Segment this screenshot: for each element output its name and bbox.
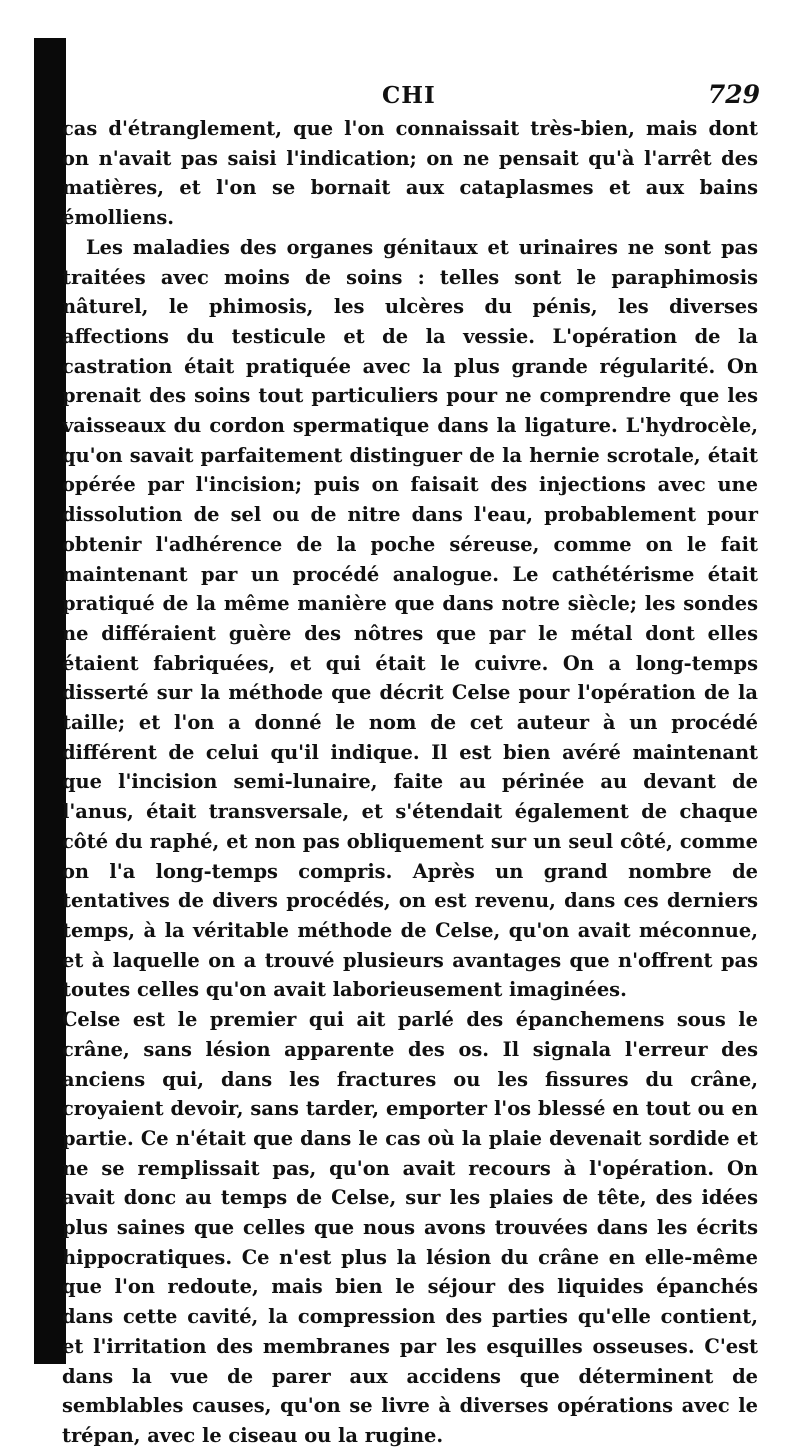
body-text (62, 114, 758, 1451)
paragraph-skull-effusions: Celse est le premier qui ait parlé des épanchemens sous le crâne, sans lésion apparente des os. Il signala l'erreur des anciens qui, dans les fractures ou les fissures du crâne, croyaient devoir, sans tarder, emporter l'os blessé en tout ou en partie. Ce n'était que dans le cas où la plaie devenait sordide et ne se remplissait pas, qu'on avait recours à l'opération. On avait donc au temps de Celse, sur les plaies de tête, des idées plus saines que celles que nous avons trouvées dans les écrits hippocratiques. Ce n'est plus la lésion du crâne en elle-même que l'on redoute, mais bien le séjour des liquides épanchés dans cette cavité, la compression des parties qu'elle contient, et l'irritation des membranes par les esquilles osseuses. C'est dans la vue de parer aux accidens que déterminent de semblables causes, qu'on se livre à diverses opérations avec le trépan, avec le ciseau ou la rugine. (62, 1008, 758, 1447)
running-head-title: CHI (382, 82, 436, 109)
paragraph-continuation: cas d'étranglement, que l'on connaissait très-bien, mais dont on n'avait pas saisi l'indication; on ne pensait qu'à l'arrêt des matières, et l'on se bornait aux cataplasmes et aux bains émolliens. (62, 117, 758, 230)
running-head (66, 80, 766, 114)
paragraph-genital-urinary: Les maladies des organes génitaux et urinaires ne sont pas traitées avec moins de soins : telles sont le paraphimosis nâturel, le phimosis, les ulcères du pénis, les diverses affections du testicule et de la vessie. L'opération de la castration était pratiquée avec la plus grande régularité. On prenait des soins tout particuliers pour ne comprendre que les vaisseaux du cordon spermatique dans la ligature. L'hydrocèle, qu'on savait parfaitement distinguer de la hernie scrotale, était opérée par l'incision; puis on faisait des injections avec une dissolution de sel ou de nitre dans l'eau, probablement pour obtenir l'adhérence de la poche séreuse, comme on le fait maintenant par un procédé analogue. Le cathétérisme était pratiqué de la même manière que dans notre siècle; les sondes ne différaient guère des nôtres que par le métal dont elles étaient fabriquées, et qui était le cuivre. On a long-temps disserté sur la méthode que décrit Celse pour l'opération de la taille; et l'on a donné le nom de cet auteur à un procédé différent de celui qu'il indique. Il est bien avéré maintenant que l'incision semi-lunaire, faite au périnée au devant de l'anus, était transversale, et s'étendait également de chaque côté du raphé, et non pas obliquement sur un seul côté, comme on l'a long-temps compris. Après un grand nombre de tentatives de divers procédés, on est revenu, dans ces derniers temps, à la véritable méthode de Celse, qu'on avait méconnue, et à laquelle on a trouvé plusieurs avantages que n'offrent pas toutes celles qu'on avait laborieusement imaginées. (62, 235, 758, 1002)
page-number: 729 (707, 80, 760, 109)
